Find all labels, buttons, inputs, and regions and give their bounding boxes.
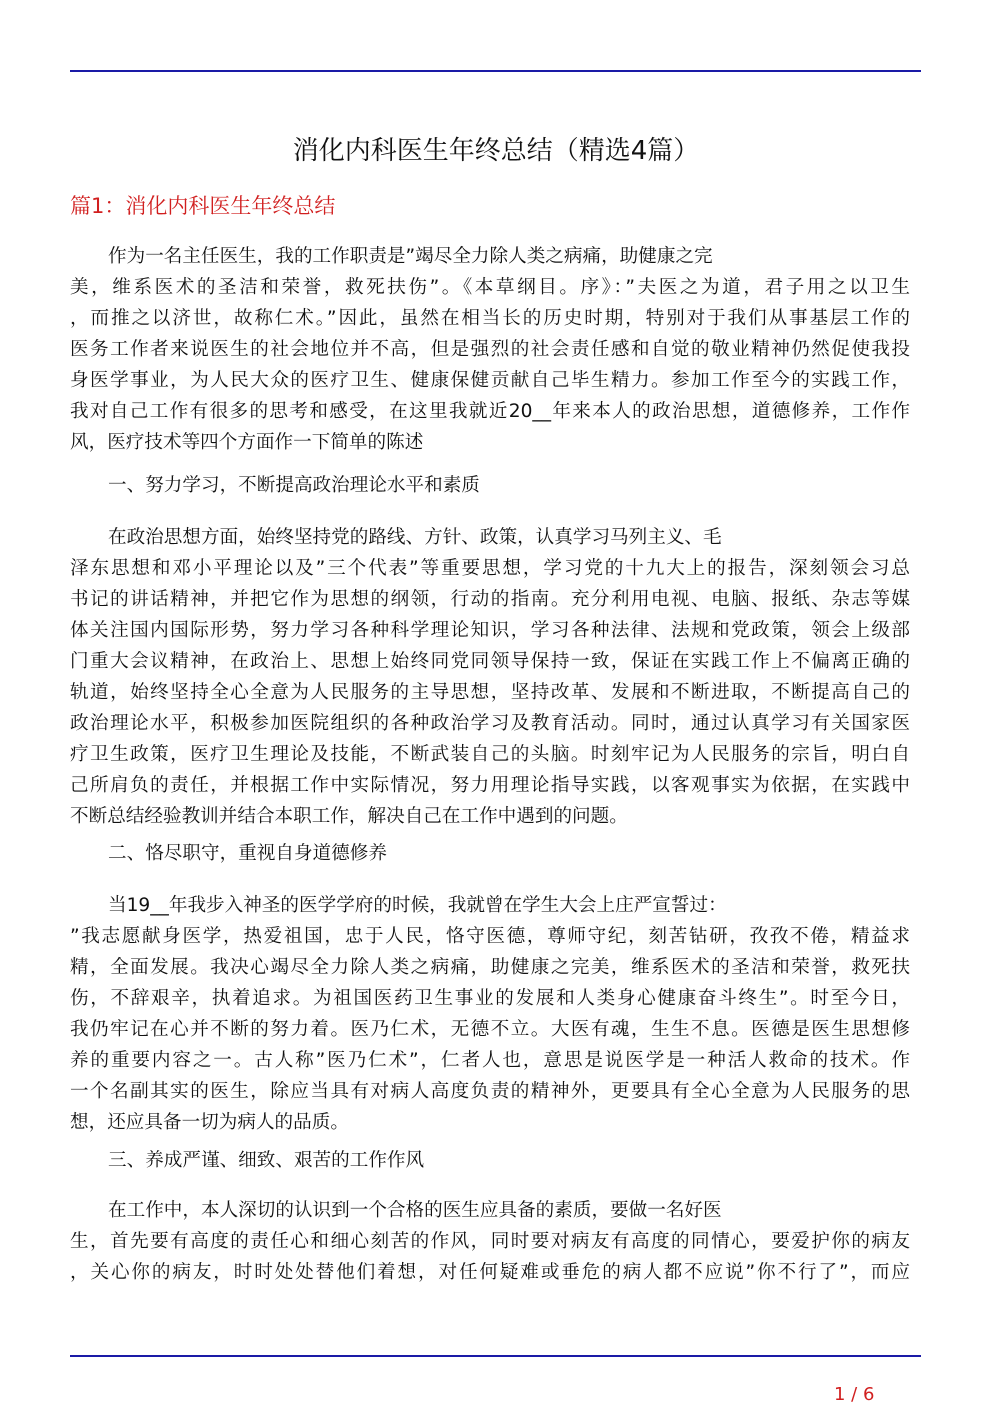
text-line: 身医学事业，为人民大众的医疗卫生、健康保健贡献自己毕生精力。参加工作至今的实践工作， [70,370,910,391]
text-line: 当19__年我步入神圣的医学学府的时候，我就曾在学生大会上庄严宣誓过： [108,895,727,916]
text-line: 想，还应具备一切为病人的品质。 [70,1112,349,1133]
text-line: 一个名副其实的医生，除应当具有对病人高度负责的精神外，更要具有全心全意为人民服务的思 [70,1081,910,1102]
footer-rule [70,1355,921,1357]
text-line: 医务工作者来说医生的社会地位并不高，但是强烈的社会责任感和自觉的敬业精神仍然促使我投 [70,339,910,360]
subheading-3 [70,1145,910,1176]
text-line: ，而推之以济世，故称仁术。”因此，虽然在相当长的历史时期，特别对于我们从事基层工作的 [70,308,910,329]
text-line: ，关心你的病友，时时处处替他们着想，对任何疑难或垂危的病人都不应说”你不行了”，而应 [70,1262,910,1283]
text-line: 作为一名主任医生，我的工作职责是”竭尽全力除人类之病痛，助健康之完 [108,246,713,267]
text-line: 生，首先要有高度的责任心和细心刻苦的作风，同时要对病友有高度的同情心，要爱护你的病友 [70,1231,910,1252]
text-line: 风，医疗技术等四个方面作一下简单的陈述 [70,432,424,453]
page-number: 1 / 6 [834,1384,875,1405]
text-line: 政治理论水平，积极参加医院组织的各种政治学习及教育活动。同时，通过认真学习有关国家医 [70,713,910,734]
text-line: 书记的讲话精神，并把它作为思想的纲领，行动的指南。充分利用电视、电脑、报纸、杂志等媒 [70,589,910,610]
text-line: 在政治思想方面，始终坚持党的路线、方针、政策，认真学习马列主义、毛 [108,527,722,548]
subheading-text: 三、养成严谨、细致、艰苦的工作作风 [108,1150,425,1171]
text-line: 美，维系医术的圣洁和荣誉，救死扶伤”。《本草纲目。序》：”夫医之为道，君子用之以卫生 [70,277,910,298]
subheading-2 [70,838,910,869]
subheading-text: 一、努力学习，不断提高政治理论水平和素质 [108,475,480,496]
paragraph-1 [70,241,910,458]
text-line: 我仍牢记在心并不断的努力着。医乃仁术，无德不立。大医有魂，生生不息。医德是医生思想修 [70,1019,910,1040]
text-line: ”我志愿献身医学，热爱祖国，忠于人民，恪守医德，尊师守纪，刻苦钻研，孜孜不倦，精益求 [70,926,910,947]
paragraph-2 [70,522,910,832]
paragraph-4 [70,1195,910,1288]
text-line: 体关注国内国际形势，努力学习各种科学理论知识，学习各种法律、法规和党政策，领会上级部 [70,620,910,641]
subheading-1 [70,470,910,501]
text-line: 轨道，始终坚持全心全意为人民服务的主导思想，坚持改革、发展和不断进取，不断提高自己的 [70,682,910,703]
header-rule [70,70,921,72]
text-line: 己所肩负的责任，并根据工作中实际情况，努力用理论指导实践，以客观事实为依据，在实践中 [70,775,910,796]
subheading-text: 二、恪尽职守，重视自身道德修养 [108,843,387,864]
text-line: 伤，不辞艰辛，执着追求。为祖国医药卫生事业的发展和人类身心健康奋斗终生”。时至今日， [70,988,910,1009]
text-line: 泽东思想和邓小平理论以及”三个代表”等重要思想，学习党的十九大上的报告，深刻领会习总 [70,558,910,579]
text-line: 精，全面发展。我决心竭尽全力除人类之病痛，助健康之完美，维系医术的圣洁和荣誉，救死扶 [70,957,910,978]
text-line: 在工作中，本人深切的认识到一个合格的医生应具备的素质，要做一名好医 [108,1200,722,1221]
text-line: 我对自己工作有很多的思考和感受，在这里我就近20__年来本人的政治思想，道德修养，工作作 [70,401,910,422]
paragraph-3 [70,890,910,1138]
section-heading: 篇1：消化内科医生年终总结 [70,194,336,218]
document-title: 消化内科医生年终总结（精选4篇） [292,136,700,166]
text-line: 养的重要内容之一。古人称”医乃仁术”，仁者人也，意思是说医学是一种活人救命的技术。作 [70,1050,910,1071]
text-line: 门重大会议精神，在政治上、思想上始终同党同领导保持一致，保证在实践工作上不偏离正确的 [70,651,910,672]
text-line: 不断总结经验教训并结合本职工作，解决自己在工作中遇到的问题。 [70,806,628,827]
text-line: 疗卫生政策，医疗卫生理论及技能，不断武装自己的头脑。时刻牢记为人民服务的宗旨，明白自 [70,744,910,765]
